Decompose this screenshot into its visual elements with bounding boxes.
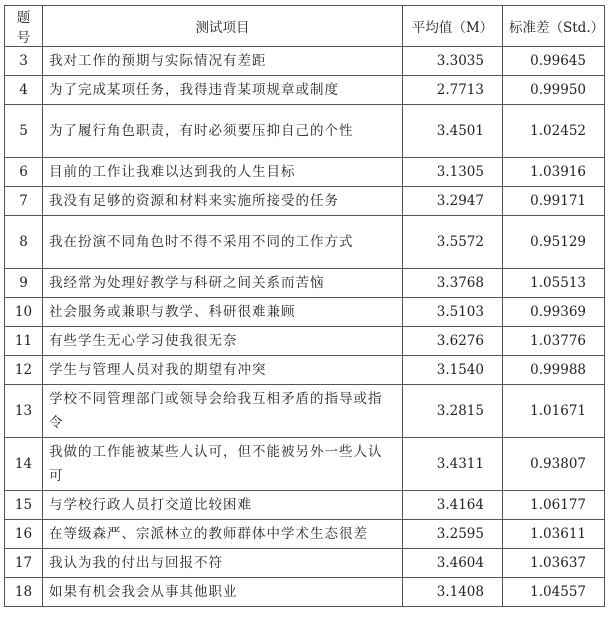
cell-num: 5: [5, 105, 43, 158]
cell-num: 15: [5, 491, 43, 520]
table-row: [5, 298, 605, 327]
cell-item: 我认为我的付出与回报不符: [43, 549, 403, 578]
cell-std: 0.99171: [503, 187, 605, 216]
cell-std: 1.04557: [503, 578, 605, 607]
cell-mean: 3.4311: [403, 438, 503, 491]
cell-item: 有些学生无心学习使我很无奈: [43, 327, 403, 356]
table-row: [5, 47, 605, 76]
cell-num: 10: [5, 298, 43, 327]
table-row: [5, 76, 605, 105]
cell-item: 我在扮演不同角色时不得不采用不同的工作方式: [43, 216, 403, 269]
cell-std: 1.06177: [503, 491, 605, 520]
cell-item: 为了完成某项任务，我得违背某项规章或制度: [43, 76, 403, 105]
header-num: 题号: [5, 6, 43, 47]
cell-num: 18: [5, 578, 43, 607]
cell-item: 在等级森严、宗派林立的教师群体中学术生态很差: [43, 520, 403, 549]
header-std: 标准差（Std.）: [503, 6, 605, 47]
cell-mean: 3.2947: [403, 187, 503, 216]
cell-std: 1.03611: [503, 520, 605, 549]
table-row: [5, 269, 605, 298]
table-row: [5, 158, 605, 187]
cell-mean: 3.5572: [403, 216, 503, 269]
cell-std: 0.99645: [503, 47, 605, 76]
cell-std: 1.05513: [503, 269, 605, 298]
cell-mean: 3.4501: [403, 105, 503, 158]
cell-item: 我对工作的预期与实际情况有差距: [43, 47, 403, 76]
cell-item: 为了履行角色职责，有时必须要压抑自己的个性: [43, 105, 403, 158]
cell-mean: 2.7713: [403, 76, 503, 105]
cell-item: 我没有足够的资源和材料来实施所接受的任务: [43, 187, 403, 216]
cell-item: 学生与管理人员对我的期望有冲突: [43, 356, 403, 385]
cell-num: 11: [5, 327, 43, 356]
cell-item: 与学校行政人员打交道比较困难: [43, 491, 403, 520]
cell-std: 0.99369: [503, 298, 605, 327]
cell-item: 我经常为处理好教学与科研之间关系而苦恼: [43, 269, 403, 298]
cell-num: 17: [5, 549, 43, 578]
cell-mean: 3.4164: [403, 491, 503, 520]
cell-std: 0.95129: [503, 216, 605, 269]
cell-std: 1.01671: [503, 385, 605, 438]
cell-item: 目前的工作让我难以达到我的人生目标: [43, 158, 403, 187]
cell-mean: 3.2815: [403, 385, 503, 438]
cell-num: 16: [5, 520, 43, 549]
cell-std: 1.03637: [503, 549, 605, 578]
cell-mean: 3.4604: [403, 549, 503, 578]
cell-num: 13: [5, 385, 43, 438]
cell-mean: 3.1540: [403, 356, 503, 385]
cell-num: 12: [5, 356, 43, 385]
table-row: [5, 438, 605, 491]
table-row: [5, 356, 605, 385]
cell-std: 0.99950: [503, 76, 605, 105]
cell-std: 0.93807: [503, 438, 605, 491]
cell-mean: 3.3768: [403, 269, 503, 298]
table-row: [5, 105, 605, 158]
cell-num: 9: [5, 269, 43, 298]
cell-num: 6: [5, 158, 43, 187]
table-row: [5, 385, 605, 438]
table-row: [5, 491, 605, 520]
header-mean: 平均值（M）: [403, 6, 503, 47]
cell-mean: 3.5103: [403, 298, 503, 327]
table-row: [5, 187, 605, 216]
table-row: [5, 216, 605, 269]
cell-std: 1.02452: [503, 105, 605, 158]
header-row: [5, 6, 605, 47]
cell-std: 0.99988: [503, 356, 605, 385]
table-row: [5, 549, 605, 578]
cell-mean: 3.1408: [403, 578, 503, 607]
cell-mean: 3.3035: [403, 47, 503, 76]
cell-num: 14: [5, 438, 43, 491]
table-row: [5, 578, 605, 607]
header-item: 测试项目: [43, 6, 403, 47]
cell-mean: 3.6276: [403, 327, 503, 356]
cell-mean: 3.2595: [403, 520, 503, 549]
table-row: [5, 327, 605, 356]
survey-table: [4, 5, 605, 607]
table-row: [5, 520, 605, 549]
cell-item: 我做的工作能被某些人认可，但不能被另外一些人认可: [43, 438, 403, 491]
cell-std: 1.03776: [503, 327, 605, 356]
cell-item: 学校不同管理部门或领导会给我互相矛盾的指导或指令: [43, 385, 403, 438]
cell-num: 3: [5, 47, 43, 76]
cell-item: 如果有机会我会从事其他职业: [43, 578, 403, 607]
cell-item: 社会服务或兼职与教学、科研很难兼顾: [43, 298, 403, 327]
cell-num: 8: [5, 216, 43, 269]
cell-num: 7: [5, 187, 43, 216]
cell-num: 4: [5, 76, 43, 105]
cell-std: 1.03916: [503, 158, 605, 187]
cell-mean: 3.1305: [403, 158, 503, 187]
